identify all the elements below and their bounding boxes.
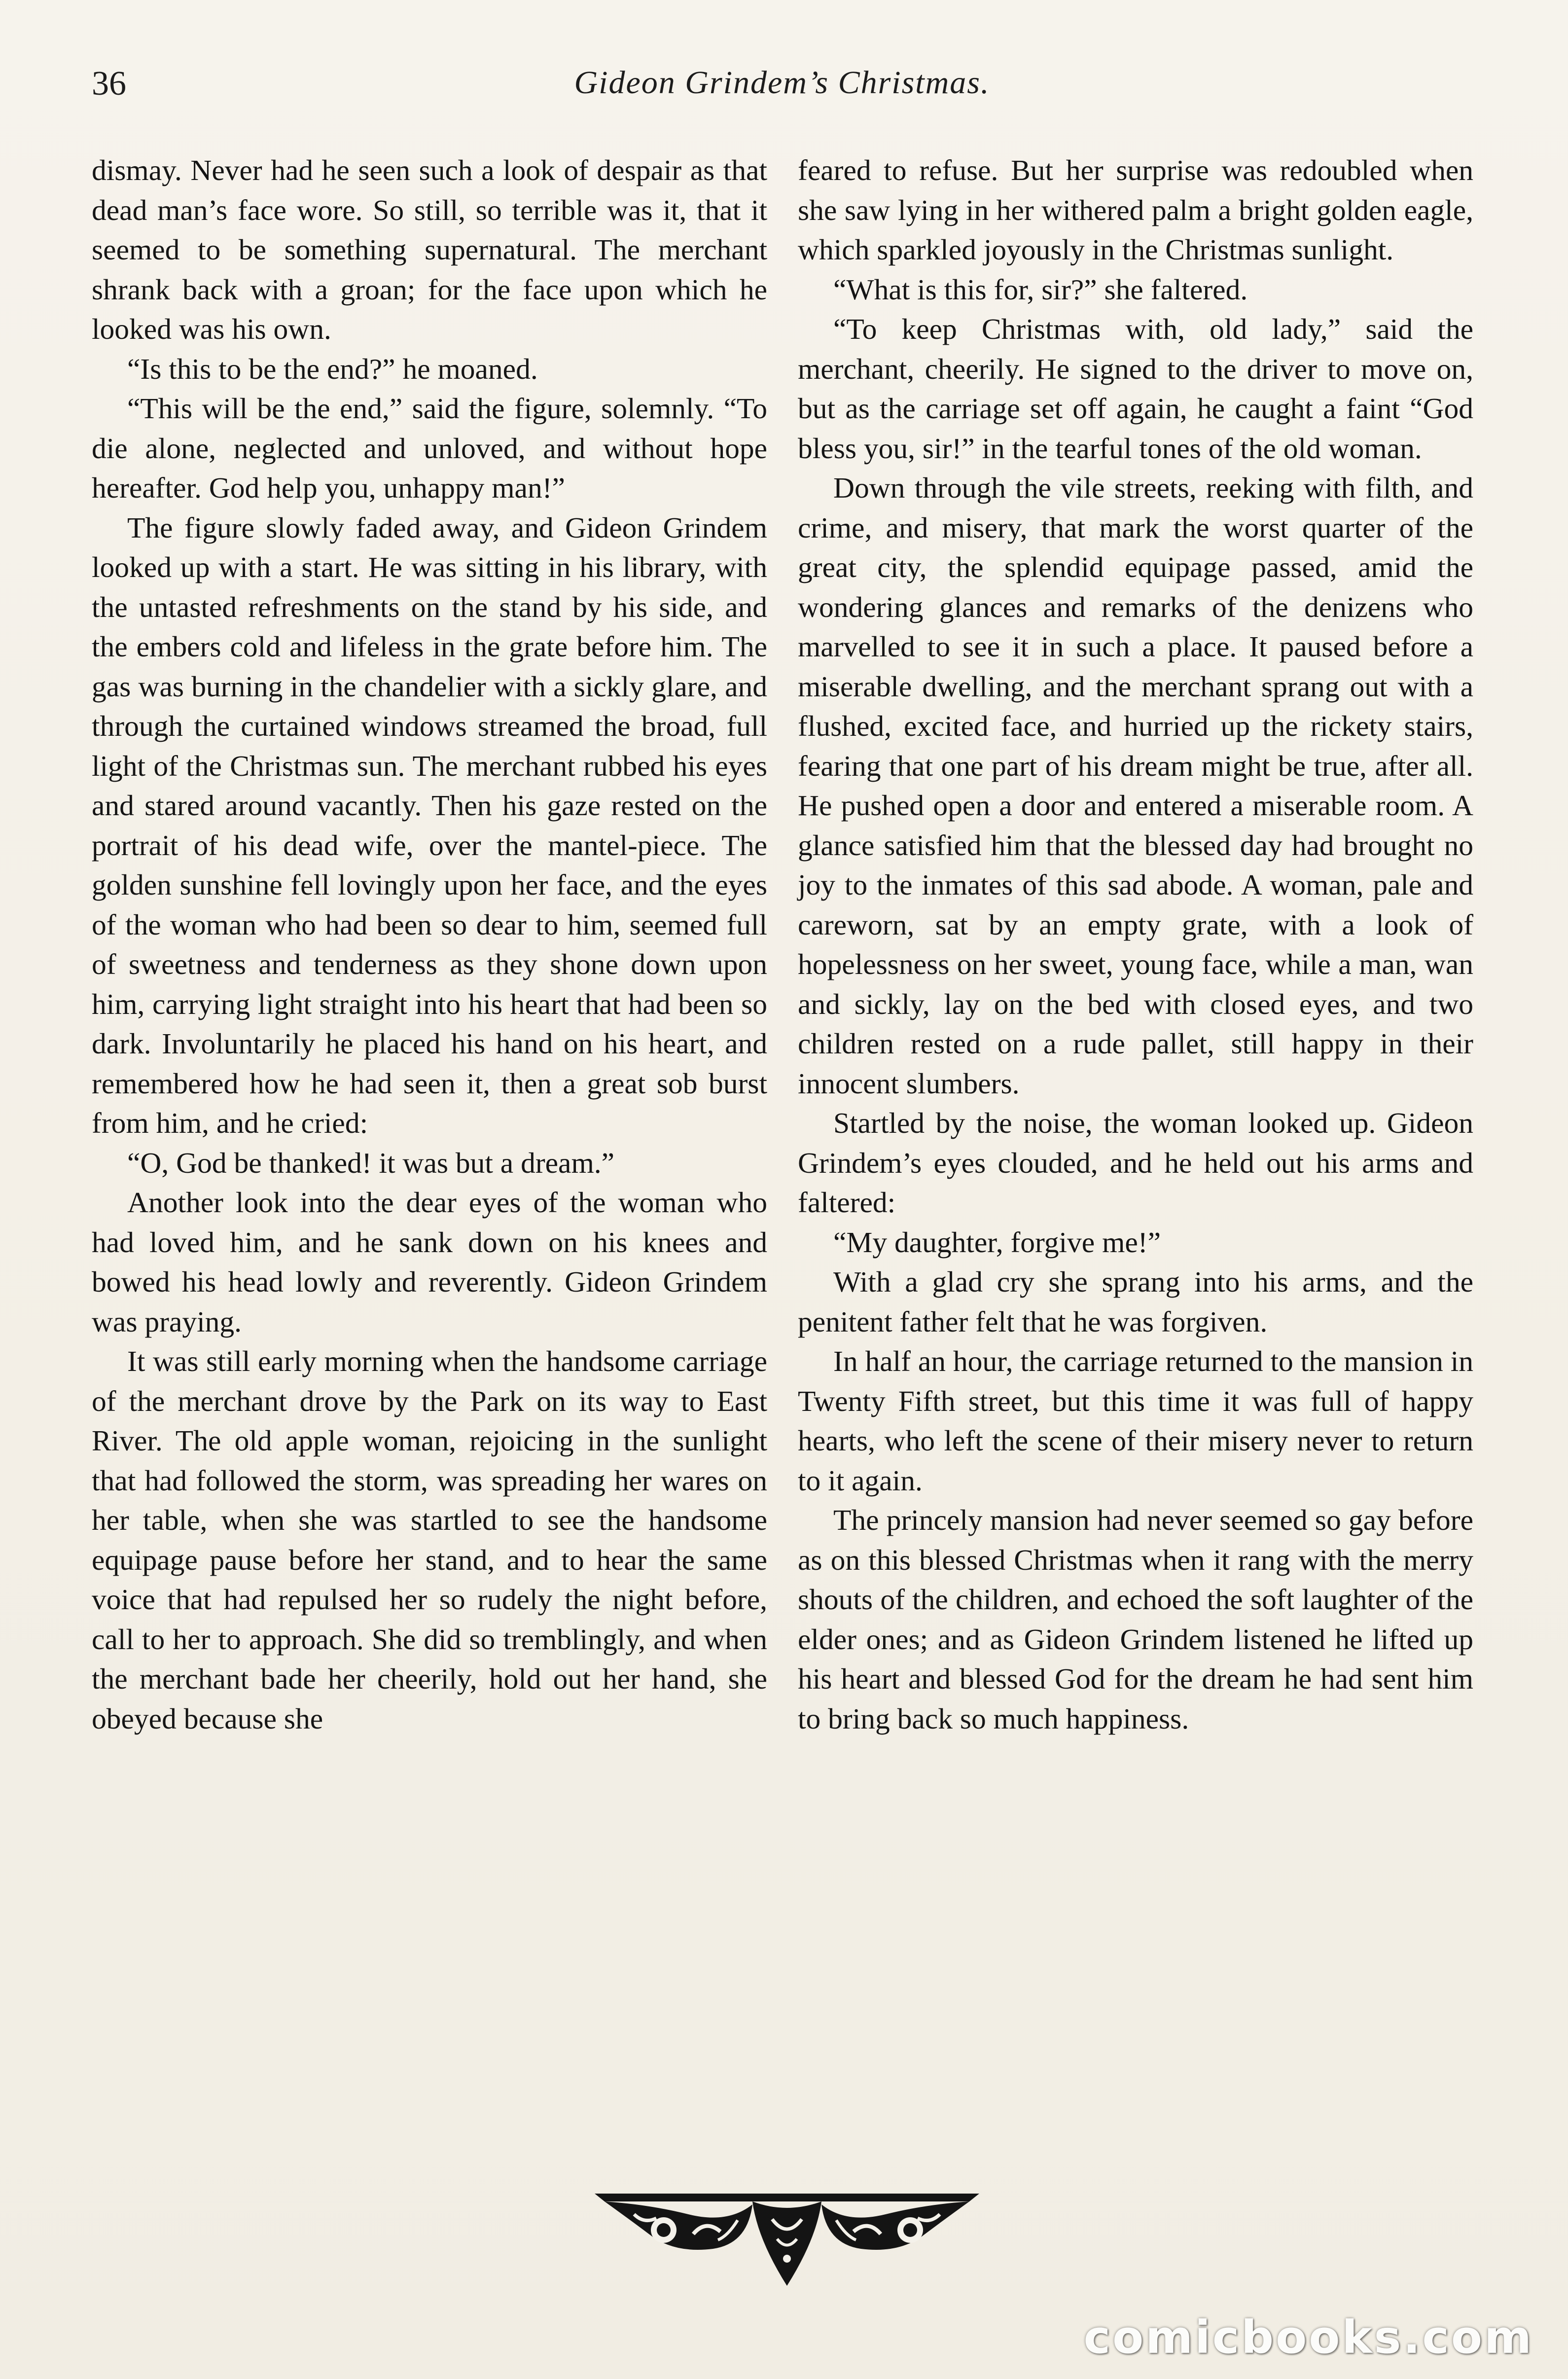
paragraph: feared to refuse. But her surprise was redoubled when she saw lying in her withered palm a bright golden eagle, which sparkled joyously in the Christmas sunlight. [798,154,1473,266]
paragraph: “This will be the end,” said the figure, solemnly. “To die alone, neglected and unloved, and without hope hereafter. God help you, unhappy man!” [92,392,767,504]
scroll-ornament-icon [590,2185,984,2293]
page-number: 36 [92,65,126,103]
paragraph: “Is this to be the end?” he moaned. [127,352,538,385]
page-header [92,59,1472,113]
paragraph: In half an hour, the carriage returned to the mansion in Twenty Fifth street, but this time it was full of happy hearts, who left the scene of their misery never to return to it again. [798,1345,1473,1497]
paragraph: It was still early morning when the handsome carriage of the merchant drove by the Park on its way to East River. The old apple woman, rejoicing in the sunlight that had followed the storm, was spreading her wares on her table, when she was startled to see the handsome equipage pause before her stand, and to hear the same voice that had repulsed her so rudely the night before, call to her to approach. She did so tremblingly, and when the merchant bade her cheerily, hold out her hand, she obeyed because she [92,1345,767,1735]
paragraph: Startled by the noise, the woman looked up. Gideon Grindem’s eyes clouded, and he held out his arms and faltered: [798,1107,1473,1219]
left-text-column [92,150,767,2103]
right-text-column [798,150,1473,2103]
paragraph: “O, God be thanked! it was but a dream.” [127,1146,615,1179]
paragraph: The figure slowly faded away, and Gideon Grindem looked up with a start. He was sitting in his library, with the untasted refreshments on the stand by his side, and the embers cold and lifeless in the grate before him. The gas was burning in the chandelier with a sickly glare, and through the curtained windows streamed the broad, full light of the Christmas sun. The merchant rubbed his eyes and stared around vacantly. Then his gaze rested on the portrait of his dead wife, over the mantel-piece. The golden sunshine fell lovingly upon her face, and the eyes of the woman who had been so dear to him, seemed full of sweetness and tenderness as they shone down upon him, carrying light straight into his heart that had been so dark. Involuntarily he placed his hand on his heart, and remembered how he had seen it, then a great sob burst from him, and he cried: [92,511,767,1139]
paragraph: “What is this for, sir?” she faltered. [833,273,1248,306]
paragraph: “My daughter, forgive me!” [833,1226,1161,1259]
paragraph: The princely mansion had never seemed so gay before as on this blessed Christmas when it rang with the merry shouts of the children, and echoed the soft laughter of the elder ones; and as Gideon Grindem listened he lifted up his heart and blessed God for the dream he had sent him to bring back so much happiness. [798,1504,1473,1735]
paragraph: “To keep Christmas with, old lady,” said the merchant, cheerily. He signed to the driver to move on, but as the carriage set off again, he caught a faint “God bless you, sir!” in the tearful tones of the old woman. [798,313,1473,465]
paragraph: Another look into the dear eyes of the woman who had loved him, and he sank down on his knees and bowed his head lowly and reverently. Gideon Grindem was praying. [92,1186,767,1338]
paragraph: dismay. Never had he seen such a look of despair as that dead man’s face wore. So still, so terrible was it, that it seemed to be something supernatural. The merchant shrank back with a groan; for the face upon which he looked was his own. [92,154,767,345]
paragraph: With a glad cry she sprang into his arms, and the penitent father felt that he was forgiven. [798,1265,1473,1338]
paragraph: Down through the vile streets, reeking with filth, and crime, and misery, that mark the worst quarter of the great city, the splendid equipage passed, amid the wondering glances and remarks of the denizens who marvelled to see it in such a place. It paused before a miserable dwelling, and the merchant sprang out with a flushed, excited face, and hurried up the rickety stairs, fearing that one part of his dream might be true, after all. He pushed open a door and entered a miserable room. A glance satisfied him that the blessed day had brought no joy to the inmates of this sad abode. A woman, pale and careworn, sat by an empty grate, with a look of hopelessness on her sweet, young face, while a man, wan and sickly, lay on the bed with closed eyes, and two children rested on a rude pallet, still happy in their innocent slumbers. [798,471,1473,1100]
running-title: Gideon Grindem’s Christmas. [574,65,990,101]
watermark-text: comicbooks.com [1083,2311,1533,2364]
